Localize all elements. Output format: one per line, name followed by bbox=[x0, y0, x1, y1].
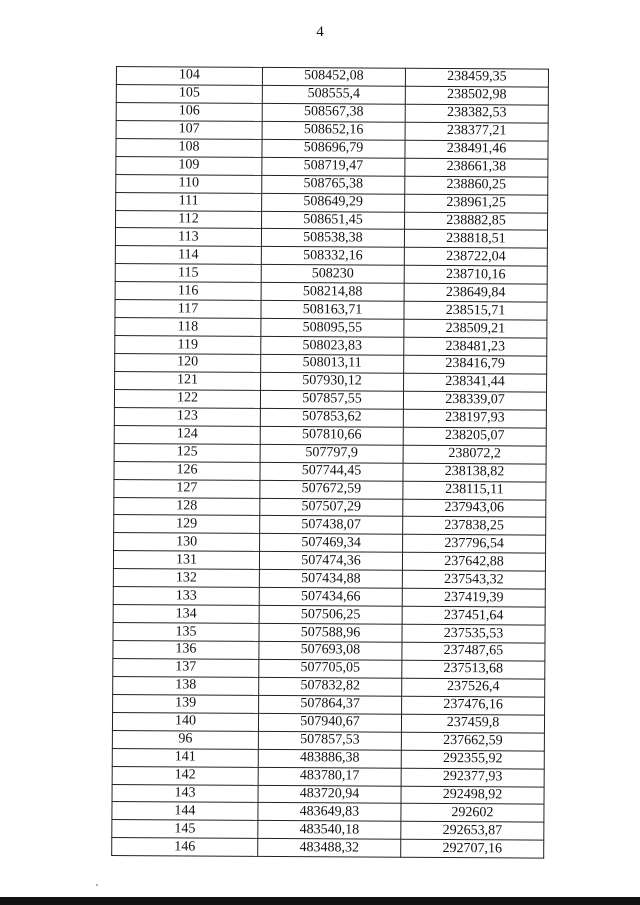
x-coordinate-cell: 508332,16 bbox=[261, 247, 404, 266]
y-coordinate-cell: 292707,16 bbox=[401, 840, 544, 859]
y-coordinate-cell: 238491,46 bbox=[405, 140, 548, 159]
point-number-cell: 105 bbox=[116, 84, 262, 103]
x-coordinate-cell: 508652,16 bbox=[262, 121, 405, 140]
point-number-cell: 142 bbox=[112, 766, 258, 785]
point-number-cell: 133 bbox=[113, 587, 259, 606]
point-number-cell: 120 bbox=[115, 353, 261, 372]
y-coordinate-cell: 238377,21 bbox=[405, 122, 548, 141]
y-coordinate-cell: 238502,98 bbox=[405, 86, 548, 105]
point-number-cell: 135 bbox=[113, 623, 259, 642]
point-number-cell: 119 bbox=[115, 336, 261, 355]
x-coordinate-cell: 507940,67 bbox=[258, 713, 401, 732]
x-coordinate-cell: 507469,34 bbox=[260, 534, 403, 553]
x-coordinate-cell: 508214,88 bbox=[261, 283, 404, 302]
y-coordinate-cell: 237476,16 bbox=[402, 696, 545, 715]
y-coordinate-cell: 237459,8 bbox=[401, 714, 544, 733]
coordinates-table bbox=[111, 66, 549, 859]
y-coordinate-cell: 238459,35 bbox=[405, 68, 548, 87]
x-coordinate-cell: 483649,83 bbox=[258, 803, 401, 822]
x-coordinate-cell: 507672,59 bbox=[260, 480, 403, 499]
x-coordinate-cell: 507434,66 bbox=[259, 588, 402, 607]
x-coordinate-cell: 483886,38 bbox=[258, 749, 401, 768]
point-number-cell: 126 bbox=[114, 461, 260, 480]
x-coordinate-cell: 508230 bbox=[261, 265, 404, 284]
point-number-cell: 106 bbox=[116, 102, 262, 121]
y-coordinate-cell: 238197,93 bbox=[403, 409, 546, 428]
x-coordinate-cell: 508013,11 bbox=[261, 354, 404, 373]
x-coordinate-cell: 507744,45 bbox=[260, 462, 403, 481]
point-number-cell: 144 bbox=[112, 802, 258, 821]
x-coordinate-cell: 508567,38 bbox=[262, 103, 405, 122]
point-number-cell: 113 bbox=[115, 228, 261, 247]
point-number-cell: 96 bbox=[112, 730, 258, 749]
y-coordinate-cell: 237535,53 bbox=[402, 624, 545, 643]
point-number-cell: 117 bbox=[115, 300, 261, 319]
table-row bbox=[112, 838, 544, 859]
y-coordinate-cell: 238509,21 bbox=[404, 319, 547, 338]
y-coordinate-cell: 237543,32 bbox=[402, 571, 545, 590]
y-coordinate-cell: 237838,25 bbox=[403, 517, 546, 536]
scan-bottom-edge bbox=[0, 897, 640, 905]
x-coordinate-cell: 483488,32 bbox=[258, 839, 401, 858]
point-number-cell: 109 bbox=[116, 156, 262, 175]
y-coordinate-cell: 238138,82 bbox=[403, 463, 546, 482]
x-coordinate-cell: 508023,83 bbox=[261, 336, 404, 355]
x-coordinate-cell: 507434,88 bbox=[259, 570, 402, 589]
y-coordinate-cell: 238722,04 bbox=[404, 248, 547, 267]
x-coordinate-cell: 507438,07 bbox=[260, 516, 403, 535]
x-coordinate-cell: 507705,05 bbox=[259, 659, 402, 678]
x-coordinate-cell: 508555,4 bbox=[262, 85, 405, 104]
x-coordinate-cell: 507588,96 bbox=[259, 623, 402, 642]
point-number-cell: 111 bbox=[116, 192, 262, 211]
y-coordinate-cell: 237526,4 bbox=[402, 678, 545, 697]
point-number-cell: 129 bbox=[114, 515, 260, 534]
point-number-cell: 141 bbox=[112, 748, 258, 767]
x-coordinate-cell: 508696,79 bbox=[262, 139, 405, 158]
point-number-cell: 132 bbox=[113, 569, 259, 588]
x-coordinate-cell: 507810,66 bbox=[260, 426, 403, 445]
point-number-cell: 125 bbox=[114, 443, 260, 462]
x-coordinate-cell: 483720,94 bbox=[258, 785, 401, 804]
page-number: 4 bbox=[316, 24, 324, 40]
point-number-cell: 110 bbox=[116, 174, 262, 193]
y-coordinate-cell: 238961,25 bbox=[405, 194, 548, 213]
y-coordinate-cell: 292377,93 bbox=[401, 768, 544, 787]
y-coordinate-cell: 237796,54 bbox=[403, 535, 546, 554]
point-number-cell: 115 bbox=[115, 264, 261, 283]
x-coordinate-cell: 508163,71 bbox=[261, 301, 404, 320]
y-coordinate-cell: 237451,64 bbox=[402, 606, 545, 625]
x-coordinate-cell: 483540,18 bbox=[258, 821, 401, 840]
point-number-cell: 137 bbox=[113, 658, 259, 677]
point-number-cell: 131 bbox=[113, 551, 259, 570]
point-number-cell: 146 bbox=[112, 838, 258, 857]
x-coordinate-cell: 508452,08 bbox=[262, 67, 405, 86]
y-coordinate-cell: 238661,38 bbox=[405, 158, 548, 177]
x-coordinate-cell: 508651,45 bbox=[262, 211, 405, 230]
y-coordinate-cell: 237487,65 bbox=[402, 642, 545, 661]
y-coordinate-cell: 292653,87 bbox=[401, 822, 544, 841]
y-coordinate-cell: 238205,07 bbox=[403, 427, 546, 446]
y-coordinate-cell: 292602 bbox=[401, 804, 544, 823]
scan-speck bbox=[96, 884, 98, 886]
y-coordinate-cell: 238710,16 bbox=[404, 266, 547, 285]
point-number-cell: 138 bbox=[113, 676, 259, 695]
point-number-cell: 127 bbox=[114, 479, 260, 498]
x-coordinate-cell: 483780,17 bbox=[258, 767, 401, 786]
x-coordinate-cell: 507853,62 bbox=[260, 408, 403, 427]
y-coordinate-cell: 237642,88 bbox=[402, 553, 545, 572]
coordinates-table-body bbox=[112, 67, 549, 859]
point-number-cell: 107 bbox=[116, 120, 262, 139]
x-coordinate-cell: 507857,55 bbox=[260, 390, 403, 409]
x-coordinate-cell: 507506,25 bbox=[259, 606, 402, 625]
x-coordinate-cell: 508765,38 bbox=[262, 175, 405, 194]
point-number-cell: 128 bbox=[114, 497, 260, 516]
y-coordinate-cell: 292355,92 bbox=[401, 750, 544, 769]
point-number-cell: 112 bbox=[116, 210, 262, 229]
point-number-cell: 118 bbox=[115, 318, 261, 337]
y-coordinate-cell: 238382,53 bbox=[405, 104, 548, 123]
x-coordinate-cell: 507474,36 bbox=[259, 552, 402, 571]
y-coordinate-cell: 238339,07 bbox=[403, 391, 546, 410]
y-coordinate-cell: 238818,51 bbox=[404, 230, 547, 249]
point-number-cell: 134 bbox=[113, 605, 259, 624]
y-coordinate-cell: 238649,84 bbox=[404, 284, 547, 303]
point-number-cell: 140 bbox=[112, 712, 258, 731]
x-coordinate-cell: 508538,38 bbox=[261, 229, 404, 248]
y-coordinate-cell: 238341,44 bbox=[404, 373, 547, 392]
point-number-cell: 139 bbox=[113, 694, 259, 713]
x-coordinate-cell: 507930,12 bbox=[261, 372, 404, 391]
point-number-cell: 104 bbox=[116, 67, 262, 86]
x-coordinate-cell: 507507,29 bbox=[260, 498, 403, 517]
point-number-cell: 145 bbox=[112, 820, 258, 839]
x-coordinate-cell: 507832,82 bbox=[259, 677, 402, 696]
point-number-cell: 108 bbox=[116, 138, 262, 157]
y-coordinate-cell: 237419,39 bbox=[402, 588, 545, 607]
y-coordinate-cell: 238115,11 bbox=[403, 481, 546, 500]
y-coordinate-cell: 237662,59 bbox=[401, 732, 544, 751]
y-coordinate-cell: 292498,92 bbox=[401, 786, 544, 805]
y-coordinate-cell: 238481,23 bbox=[404, 337, 547, 356]
y-coordinate-cell: 238515,71 bbox=[404, 301, 547, 320]
point-number-cell: 116 bbox=[115, 282, 261, 301]
y-coordinate-cell: 238860,25 bbox=[405, 176, 548, 195]
x-coordinate-cell: 508719,47 bbox=[262, 157, 405, 176]
point-number-cell: 136 bbox=[113, 640, 259, 659]
x-coordinate-cell: 507797,9 bbox=[260, 444, 403, 463]
y-coordinate-cell: 237513,68 bbox=[402, 660, 545, 679]
point-number-cell: 122 bbox=[114, 389, 260, 408]
point-number-cell: 123 bbox=[114, 407, 260, 426]
point-number-cell: 143 bbox=[112, 784, 258, 803]
x-coordinate-cell: 507864,37 bbox=[259, 695, 402, 714]
x-coordinate-cell: 508095,55 bbox=[261, 319, 404, 338]
y-coordinate-cell: 238072,2 bbox=[403, 445, 546, 464]
point-number-cell: 124 bbox=[114, 425, 260, 444]
y-coordinate-cell: 238882,85 bbox=[405, 212, 548, 231]
point-number-cell: 130 bbox=[114, 533, 260, 552]
point-number-cell: 121 bbox=[115, 371, 261, 390]
point-number-cell: 114 bbox=[115, 246, 261, 265]
x-coordinate-cell: 508649,29 bbox=[262, 193, 405, 212]
x-coordinate-cell: 507857,53 bbox=[258, 731, 401, 750]
x-coordinate-cell: 507693,08 bbox=[259, 641, 402, 660]
y-coordinate-cell: 238416,79 bbox=[404, 355, 547, 374]
y-coordinate-cell: 237943,06 bbox=[403, 499, 546, 518]
